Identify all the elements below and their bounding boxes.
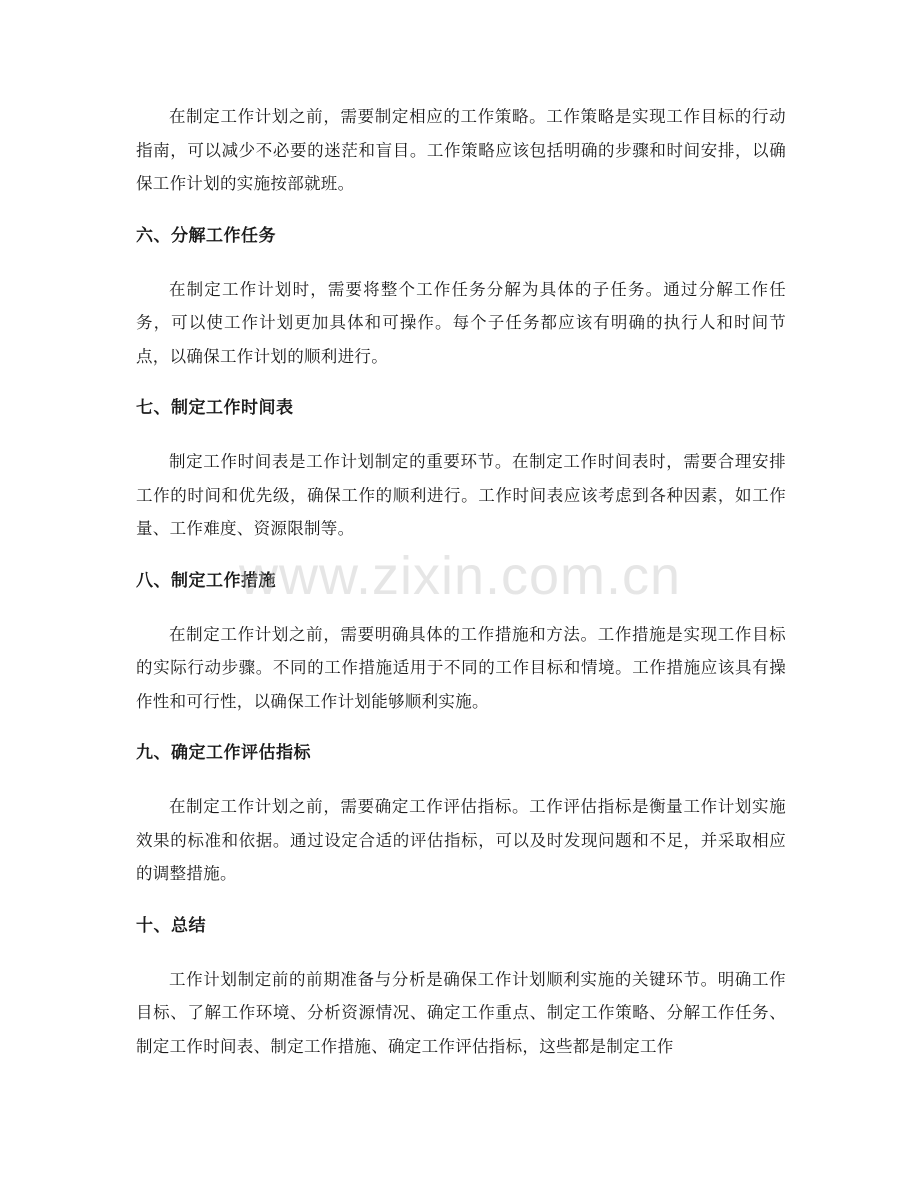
paragraph-decompose-tasks: 在制定工作计划时，需要将整个工作任务分解为具体的子任务。通过分解工作任务，可以使工作计划更加具体和可操作。每个子任务都应该有明确的执行人和时间节点，以确保工作计划的顺利进行。 [136, 279, 786, 366]
document-body [136, 100, 786, 1083]
heading-evaluation-indicators: 九、确定工作评估指标 [136, 743, 311, 763]
paragraph-work-strategy: 在制定工作计划之前，需要制定相应的工作策略。工作策略是实现工作目标的行动指南，可以减少不必要的迷茫和盲目。工作策略应该包括明确的步骤和时间安排，以确保工作计划的实施按部就班。 [136, 107, 786, 193]
paragraph-work-measures: 在制定工作计划之前，需要明确具体的工作措施和方法。工作措施是实现工作目标的实际行动步骤。不同的工作措施适用于不同的工作目标和情境。工作措施应该具有操作性和可行性，以确保工作计划能够顺利实施。 [136, 624, 786, 711]
heading-decompose-tasks: 六、分解工作任务 [136, 225, 276, 246]
paragraph-summary: 工作计划制定前的前期准备与分析是确保工作计划顺利实施的关键环节。明确工作目标、了解工作环境、分析资源情况、确定工作重点、制定工作策略、分解工作任务、制定工作时间表、制定工作措施、确定工作评估指标，这些都是制定工作 [136, 969, 786, 1056]
paragraph-evaluation-indicators: 在制定工作计划之前，需要确定工作评估指标。工作评估指标是衡量工作计划实施效果的标准和依据。通过设定合适的评估指标，可以及时发现问题和不足，并采取相应的调整措施。 [136, 797, 786, 883]
heading-work-schedule: 七、制定工作时间表 [136, 398, 294, 418]
heading-work-measures: 八、制定工作措施 [136, 570, 276, 591]
watermark: www.zixin.com.cn [238, 546, 682, 606]
heading-summary: 十、总结 [136, 915, 206, 936]
paragraph-work-schedule: 制定工作时间表是工作计划制定的重要环节。在制定工作时间表时，需要合理安排工作的时间和优先级，确保工作的顺利进行。工作时间表应该考虑到各种因素，如工作量、工作难度、资源限制等。 [136, 452, 786, 538]
